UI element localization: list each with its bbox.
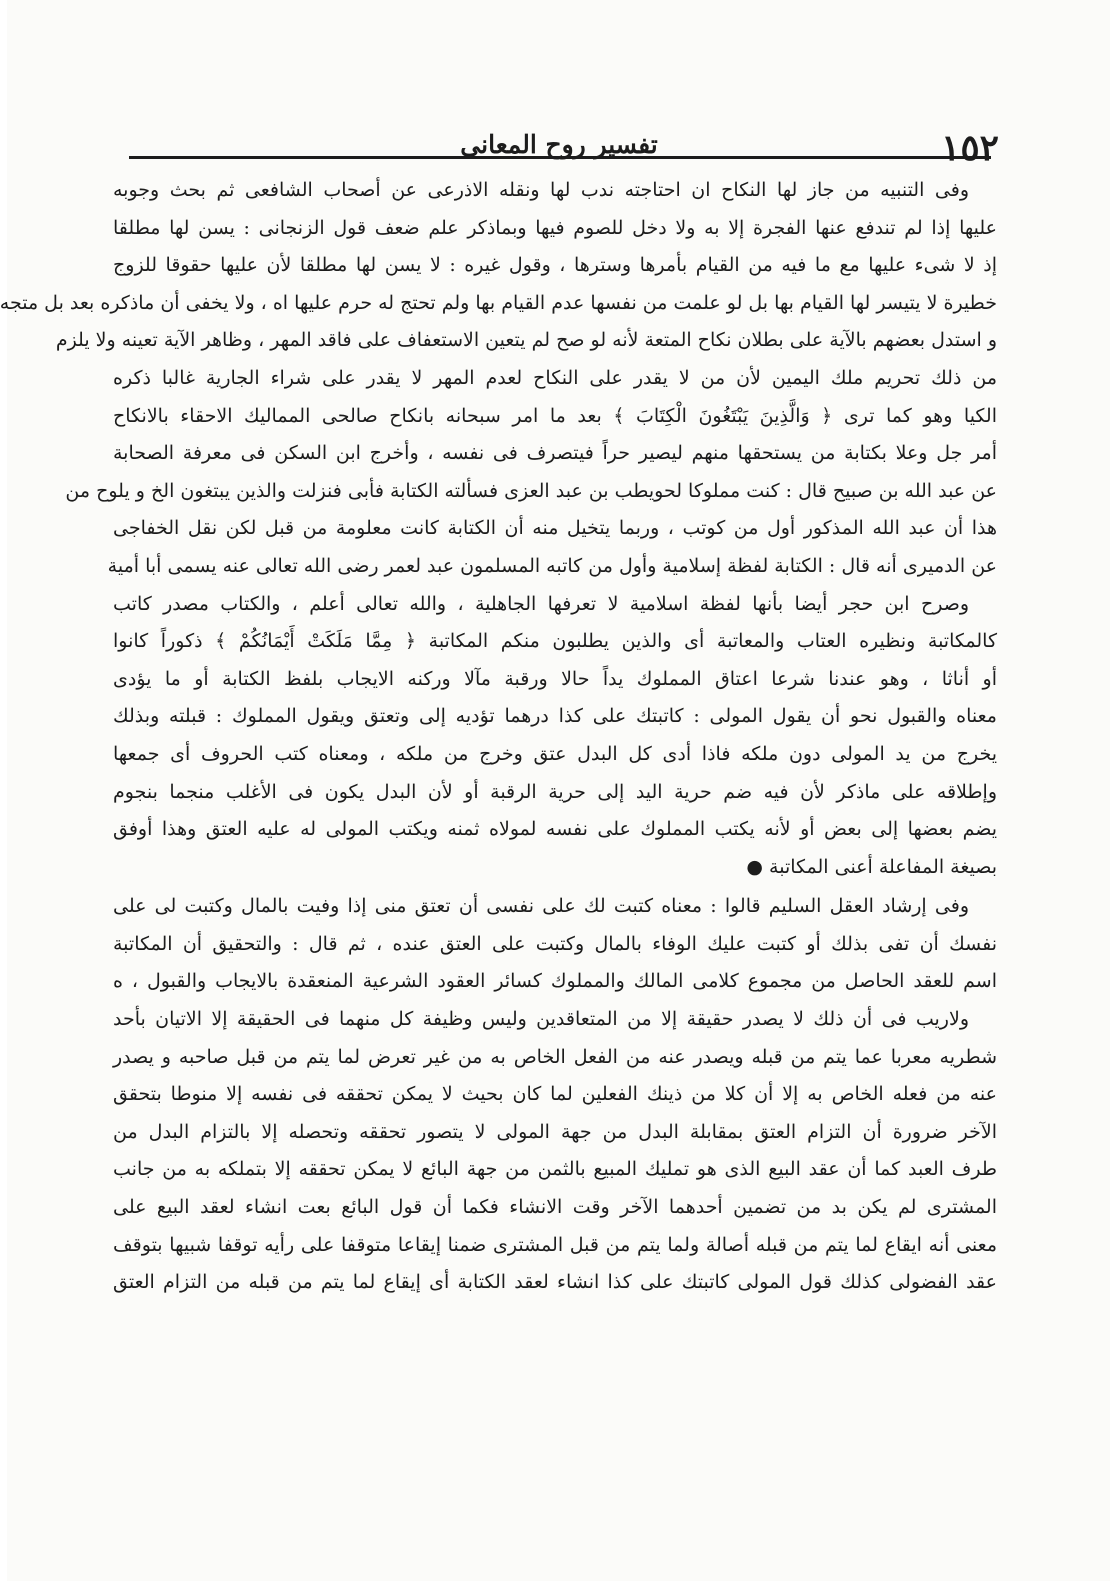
text-line: وفى إرشاد العقل السليم قالوا : معناه كتبت لك على نفسى أن تعتق منى إذا وفيت بالمال وكتبت لى على bbox=[113, 895, 969, 918]
text-line: عقد الفضولى كذلك قول المولى كاتبتك على كذا انشاء لعقد الكتابة أى إيقاع لما يتم من قبله من التزام العتق bbox=[113, 1271, 997, 1294]
text-line: بصيغة المفاعلة أعنى المكاتبة ● bbox=[746, 855, 997, 878]
text-line: اسم للعقد الحاصل من مجموع كلامى المالك والمملوك كسائر العقود الشرعية المنعقدة بالايجاب والقبول ، ه bbox=[113, 970, 997, 993]
text-line: عليها إذا لم تندفع عنها الفجرة إلا به ولا دخل للصوم فيها وبماذكر علم ضعف قول الزنجانى : يسن لها مطلقا bbox=[113, 216, 997, 239]
text-line: الكيا وهو كما ترى ﴿ وَالَّذِينَ يَبْتَغُونَ الْكِتَابَ ﴾ بعد ما امر سبحانه بانكاح صالحى المماليك الاحقاء بالانكاح bbox=[113, 404, 997, 427]
text-line: أو أناثا ، وهو عندنا شرعا اعتاق المملوك يداً حالا ورقبة مآلا وركنه الايجاب بلفظ الكتابة أو ما يؤدى bbox=[113, 667, 997, 690]
text-line: معناه والقبول نحو أن يقول المولى : كاتبتك على كذا درهما تؤديه إلى وتعتق ويقول المملوك : قبلته وبذلك bbox=[113, 705, 997, 728]
text-line: ولاريب فى أن ذلك لا يصدر حقيقة إلا من المتعاقدين وليس وظيفة كل منهما فى الحقيقة إلا الاتيان بأحد bbox=[113, 1008, 969, 1031]
text-line: وفى التنبيه من جاز لها النكاح ان احتاجته ندب لها ونقله الاذرعى عن أصحاب الشافعى ثم بحث وجوبه bbox=[113, 179, 969, 201]
text-line: و استدل بعضهم بالآية على بطلان نكاح المتعة لأنه لو صح لم يتعين الاستعفاف على فاقد المهر ، وظاهر الآية تعينه ولا يلزم bbox=[55, 329, 997, 352]
text-line: المشترى لم يكن بد من تضمين أحدهما الآخر وقت الانشاء فكما أن قول البائع بعت انشاء لعقد البيع على bbox=[113, 1196, 997, 1219]
text-line: معنى أنه ايقاع لما يتم من قبله أصالة ولما يتم من قبل المشترى ضمنا إيقاعا متوقفا على رأيه توقفا شبيها بتوقف bbox=[113, 1233, 997, 1256]
text-line: يضم بعضها إلى بعض أو لأنه يكتب المملوك على نفسه لمولاه ثمنه ويكتب المولى له عليه العتق وهذا أوفق bbox=[113, 818, 997, 841]
header-rule bbox=[129, 156, 991, 159]
text-line: يخرج من يد المولى دون ملكه فاذا أدى كل البدل عتق وخرج من ملكه ، ومعناه كتب الحروف أى جمعها bbox=[113, 742, 997, 765]
text-line: وإطلاقه على ماذكر لأن فيه ضم حرية اليد إلى حرية الرقبة أو لأن البدل يكون فى الأغلب منجما بنجوم bbox=[113, 780, 997, 803]
text-line: وصرح ابن حجر أيضا بأنها لفظة اسلامية لا تعرفها الجاهلية ، والله تعالى أعلم ، والكتاب مصدر كاتب bbox=[113, 592, 969, 615]
text-line: الآخر ضرورة أن التزام العتق بمقابلة البدل من جهة المولى لا يتصور تحققه وتحصله إلا بالتزام البدل من bbox=[113, 1120, 997, 1143]
text-line: كالمكاتبة ونظيره العتاب والمعاتبة أى والذين يطلبون منكم المكاتبة ﴿ مِمَّا مَلَكَتْ أَيْمَانُكُمْ ﴾ ذكوراً كانوا bbox=[113, 630, 997, 653]
page-header bbox=[119, 122, 999, 172]
running-title: تفسير روح المعانى bbox=[460, 130, 658, 159]
text-line: أمر جل وعلا بكتابة من يستحقها منهم ليصير حراً فيتصرف فى نفسه ، وأخرج ابن السكن فى معرفة الصحابة bbox=[113, 442, 997, 465]
page-number: ١٥٢ bbox=[940, 127, 999, 169]
text-line: شطريه معربا عما يتم من قبله ويصدر عنه من الفعل الخاص به من غير تعرض لما يتم من قبل صاحبه و يصدر bbox=[113, 1045, 997, 1068]
text-line: إذ لا شىء عليها مع ما فيه من القيام بأمرها وسترها ، وقول غيره : لا يسن لها مطلقا لأن عليها حقوقا للزوج bbox=[113, 254, 997, 277]
text-line: عن الدميرى أنه قال : الكتابة لفظة إسلامية وأول من كاتبه المسلمون عبد لعمر رضى الله تعالى عنه يسمى أبا أمية bbox=[107, 554, 997, 577]
text-line: خطيرة لا يتيسر لها القيام بها بل لو علمت من نفسها عدم القيام بها ولم تحتج له حرم عليها اه ، ولا يخفى أن ماذكره بعد بل متجه bbox=[0, 291, 997, 314]
text-line: نفسك أن تفى بذلك أو كتبت عليك الوفاء بالمال وكتبت على العتق عنده ، ثم قال : والتحقيق أن المكاتبة bbox=[113, 932, 997, 955]
text-line: طرف العبد كما أن عقد البيع الذى هو تمليك المبيع بالثمن من جهة البائع لا يمكن تحققه إلا بتملكه به من جانب bbox=[113, 1158, 997, 1181]
text-line: عنه من فعله الخاص به إلا أن كلا من ذينك الفعلين لما كان بحيث لا يمكن تحققه فى نفسه إلا منوطا بتحقق bbox=[113, 1083, 997, 1106]
text-line: هذا أن عبد الله المذكور أول من كوتب ، وربما يتخيل منه أن الكتابة كانت معلومة من قبل لكن نقل الخفاجى bbox=[113, 517, 997, 540]
body-text bbox=[0, 172, 997, 1512]
text-line: من ذلك تحريم ملك اليمين لأن من لا يقدر على النكاح لعدم المهر لا يقدر على شراء الجارية غالبا ذكره bbox=[113, 366, 997, 389]
text-line: عن عبد الله بن صبيح قال : كنت مملوكا لحويطب بن عبد العزى فسألته الكتابة فأبى فنزلت والذين يبتغون الخ و يلوح من bbox=[65, 479, 997, 502]
